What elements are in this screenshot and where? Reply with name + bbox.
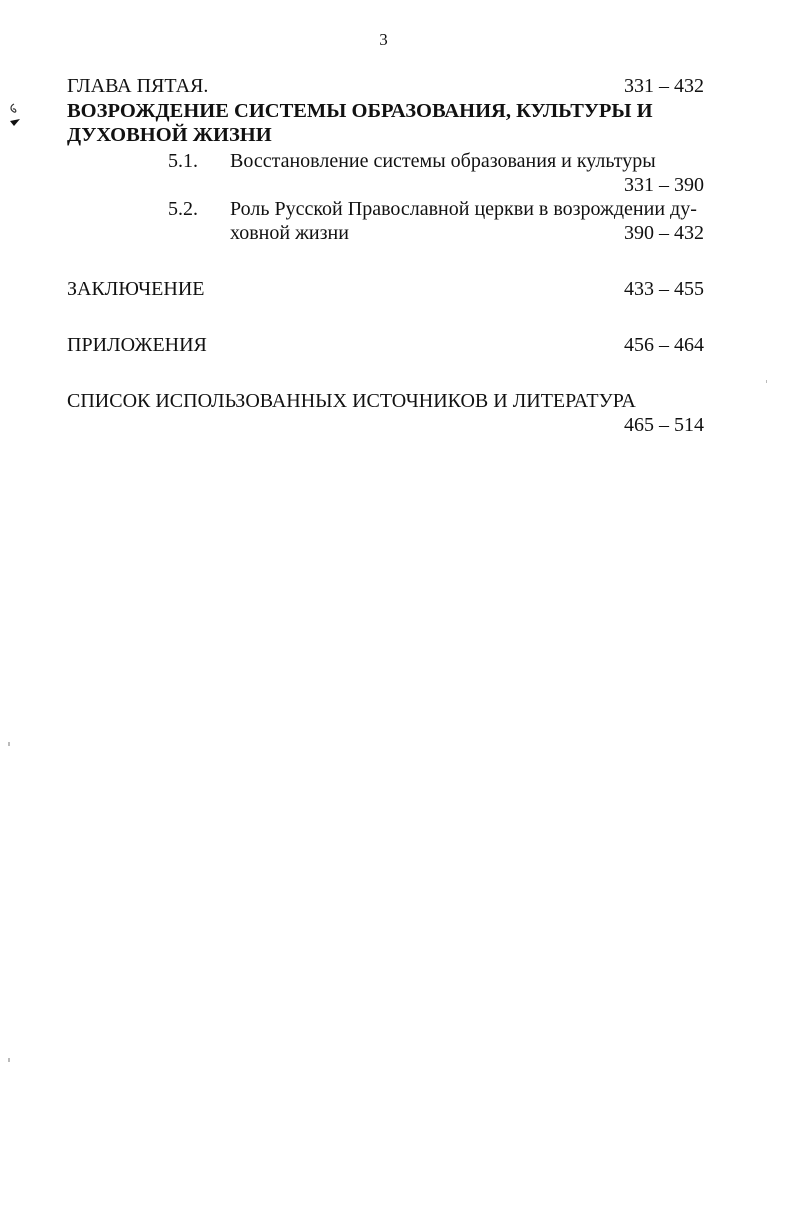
bibliography-pages: 465 – 514 [624,414,704,436]
table-of-contents [67,74,704,437]
toc-entry-chapter-five [67,74,704,98]
spacer [67,357,704,389]
margin-scan-mark-icon [8,102,22,128]
section-title-last-line [230,221,704,245]
chapter-pages: 331 – 432 [624,75,704,97]
chapter-label: ГЛАВА ПЯТАЯ. [67,75,209,97]
section-title-line-1: Роль Русской Православной церкви в возрождении ду- [230,198,697,220]
section-pages: 390 – 432 [624,222,704,244]
page-number: 3 [379,30,388,49]
toc-entry-conclusion [67,277,704,301]
appendices-pages: 456 – 464 [624,334,704,356]
scan-speck [8,742,10,746]
toc-entry-appendices [67,333,704,357]
chapter-title-line-1: ВОЗРОЖДЕНИЕ СИСТЕМЫ ОБРАЗОВАНИЯ, КУЛЬТУРЫ И [67,100,653,122]
section-number: 5.1. [168,150,198,172]
appendices-label: ПРИЛОЖЕНИЯ [67,334,207,356]
toc-entry-section-5-2 [168,197,704,245]
toc-entry-section-5-1 [168,149,704,197]
section-title-line-2: ховной жизни [230,222,349,244]
scan-speck [8,1058,10,1062]
scan-speck [766,380,767,383]
bibliography-label: СПИСОК ИСПОЛЬЗОВАННЫХ ИСТОЧНИКОВ И ЛИТЕРАТУРА [67,390,636,412]
section-pages: 331 – 390 [624,174,704,196]
chapter-title [67,99,704,147]
conclusion-pages: 433 – 455 [624,278,704,300]
toc-entry-bibliography [67,389,704,437]
conclusion-label: ЗАКЛЮЧЕНИЕ [67,278,205,300]
section-title: Восстановление системы образования и культуры [230,150,656,172]
spacer [67,301,704,333]
spacer [67,245,704,277]
section-body [230,149,704,197]
section-body [230,197,704,245]
chapter-title-line-2: ДУХОВНОЙ ЖИЗНИ [67,124,272,146]
section-number: 5.2. [168,198,198,220]
chapter-sections [67,149,704,245]
